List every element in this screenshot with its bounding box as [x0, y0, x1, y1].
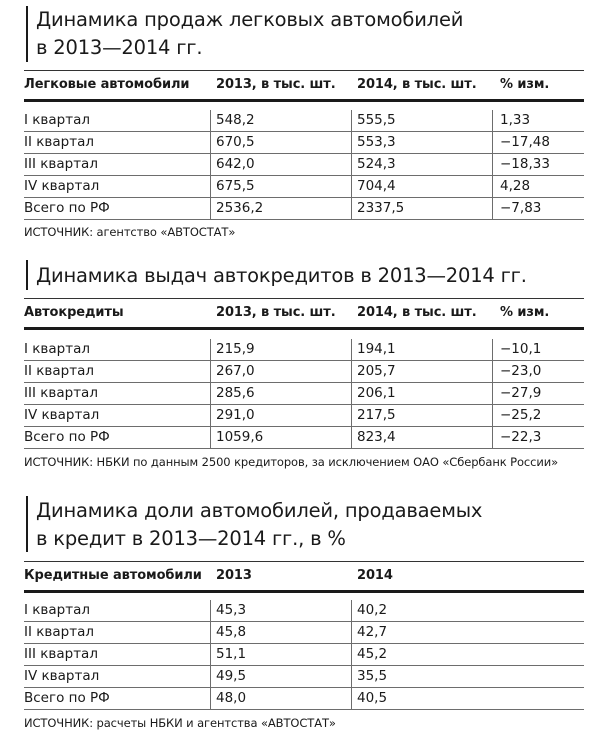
cell: −22,3 [500, 429, 542, 445]
column-header: Кредитные автомобили [24, 568, 202, 583]
column-divider [210, 600, 211, 622]
cell: 2536,2 [216, 200, 264, 216]
cell: 1059,6 [216, 429, 264, 445]
column-divider [492, 383, 493, 405]
table-title [36, 497, 482, 553]
column-divider [210, 427, 211, 449]
cell: 40,5 [357, 690, 388, 706]
title-accent-bar [26, 260, 28, 290]
column-divider [492, 405, 493, 427]
cell: 49,5 [216, 668, 247, 684]
cell: −18,33 [500, 156, 550, 172]
cell: −7,83 [500, 200, 542, 216]
title-accent-bar [26, 496, 28, 552]
title-line: Динамика выдач автокредитов в 2013—2014 гг. [36, 264, 527, 287]
column-header: % изм. [500, 77, 550, 92]
cell: 217,5 [357, 407, 396, 423]
title-line: в кредит в 2013—2014 гг., в % [36, 527, 346, 550]
column-divider [351, 110, 352, 132]
table-title [36, 6, 463, 62]
column-divider [210, 361, 211, 383]
row-label: II квартал [24, 363, 94, 379]
cell: 51,1 [216, 646, 247, 662]
cell: −17,48 [500, 134, 550, 150]
table-row [24, 110, 584, 132]
source-note: ИСТОЧНИК: НБКИ по данным 2500 кредиторов, за исключением ОАО «Сбербанк России» [24, 455, 559, 469]
cell: 553,3 [357, 134, 396, 150]
cell: 194,1 [357, 341, 396, 357]
column-divider [351, 600, 352, 622]
title-accent-bar [26, 6, 28, 62]
cell: 215,9 [216, 341, 255, 357]
column-header: 2013, в тыс. шт. [216, 77, 336, 92]
column-header: % изм. [500, 305, 550, 320]
title-line: в 2013—2014 гг. [36, 36, 203, 59]
column-divider [351, 622, 352, 644]
column-divider [492, 198, 493, 220]
column-header: 2013, в тыс. шт. [216, 305, 336, 320]
row-label: Всего по РФ [24, 429, 110, 445]
column-divider [351, 339, 352, 361]
cell: 670,5 [216, 134, 255, 150]
cell: −27,9 [500, 385, 542, 401]
cell: 45,8 [216, 624, 247, 640]
column-header: Автокредиты [24, 305, 124, 320]
cell: 48,0 [216, 690, 247, 706]
column-divider [210, 666, 211, 688]
row-label: III квартал [24, 385, 98, 401]
column-divider [492, 132, 493, 154]
table-header [24, 561, 584, 593]
cell: 704,4 [357, 178, 396, 194]
cell: 206,1 [357, 385, 396, 401]
cell: 823,4 [357, 429, 396, 445]
column-divider [351, 644, 352, 666]
table-row [24, 383, 584, 405]
column-divider [210, 154, 211, 176]
column-divider [351, 666, 352, 688]
column-divider [351, 176, 352, 198]
cell: 524,3 [357, 156, 396, 172]
column-divider [210, 688, 211, 710]
column-divider [210, 405, 211, 427]
column-divider [351, 383, 352, 405]
column-header: 2014, в тыс. шт. [357, 77, 477, 92]
column-divider [351, 154, 352, 176]
table-row [24, 666, 584, 688]
row-label: Всего по РФ [24, 690, 110, 706]
row-label: Всего по РФ [24, 200, 110, 216]
table-row [24, 427, 584, 449]
table-row [24, 176, 584, 198]
cell: 1,33 [500, 112, 531, 128]
column-divider [492, 427, 493, 449]
column-divider [210, 622, 211, 644]
cell: 291,0 [216, 407, 255, 423]
cell: 675,5 [216, 178, 255, 194]
column-divider [210, 198, 211, 220]
cell: 205,7 [357, 363, 396, 379]
cell: 4,28 [500, 178, 531, 194]
cell: 35,5 [357, 668, 388, 684]
table-row [24, 405, 584, 427]
table-title [36, 262, 527, 290]
table-header [24, 70, 584, 102]
column-divider [492, 339, 493, 361]
table-row [24, 154, 584, 176]
cell: −25,2 [500, 407, 542, 423]
column-divider [492, 154, 493, 176]
cell: 267,0 [216, 363, 255, 379]
cell: −23,0 [500, 363, 542, 379]
column-divider [492, 176, 493, 198]
table-row [24, 198, 584, 220]
cell: −10,1 [500, 341, 542, 357]
column-header: 2014, в тыс. шт. [357, 305, 477, 320]
cell: 40,2 [357, 602, 388, 618]
table-header [24, 298, 584, 330]
cell: 642,0 [216, 156, 255, 172]
source-note: ИСТОЧНИК: расчеты НБКИ и агентства «АВТОСТАТ» [24, 716, 336, 730]
row-label: I квартал [24, 112, 90, 128]
column-divider [210, 339, 211, 361]
column-divider [351, 198, 352, 220]
title-line: Динамика продаж легковых автомобилей [36, 8, 464, 31]
row-label: IV квартал [24, 668, 100, 684]
column-header: 2013 [216, 568, 252, 583]
column-divider [351, 427, 352, 449]
column-divider [351, 132, 352, 154]
cell: 2337,5 [357, 200, 405, 216]
table-row [24, 132, 584, 154]
column-divider [210, 644, 211, 666]
table-row [24, 339, 584, 361]
column-divider [492, 361, 493, 383]
column-divider [351, 361, 352, 383]
column-header: Легковые автомобили [24, 77, 190, 92]
row-label: IV квартал [24, 178, 100, 194]
column-divider [210, 383, 211, 405]
cell: 45,2 [357, 646, 388, 662]
column-divider [210, 132, 211, 154]
column-divider [351, 405, 352, 427]
cell: 45,3 [216, 602, 247, 618]
cell: 285,6 [216, 385, 255, 401]
column-divider [492, 110, 493, 132]
table-row [24, 644, 584, 666]
column-divider [351, 688, 352, 710]
table-row [24, 622, 584, 644]
column-header: 2014 [357, 568, 393, 583]
table-row [24, 600, 584, 622]
cell: 548,2 [216, 112, 255, 128]
row-label: IV квартал [24, 407, 100, 423]
row-label: II квартал [24, 624, 94, 640]
column-divider [210, 176, 211, 198]
cell: 555,5 [357, 112, 396, 128]
row-label: I квартал [24, 341, 90, 357]
title-line: Динамика доли автомобилей, продаваемых [36, 499, 483, 522]
row-label: III квартал [24, 156, 98, 172]
table-row [24, 688, 584, 710]
row-label: II квартал [24, 134, 94, 150]
source-note: ИСТОЧНИК: агентство «АВТОСТАТ» [24, 225, 236, 239]
row-label: I квартал [24, 602, 90, 618]
row-label: III квартал [24, 646, 98, 662]
cell: 42,7 [357, 624, 388, 640]
table-row [24, 361, 584, 383]
column-divider [210, 110, 211, 132]
